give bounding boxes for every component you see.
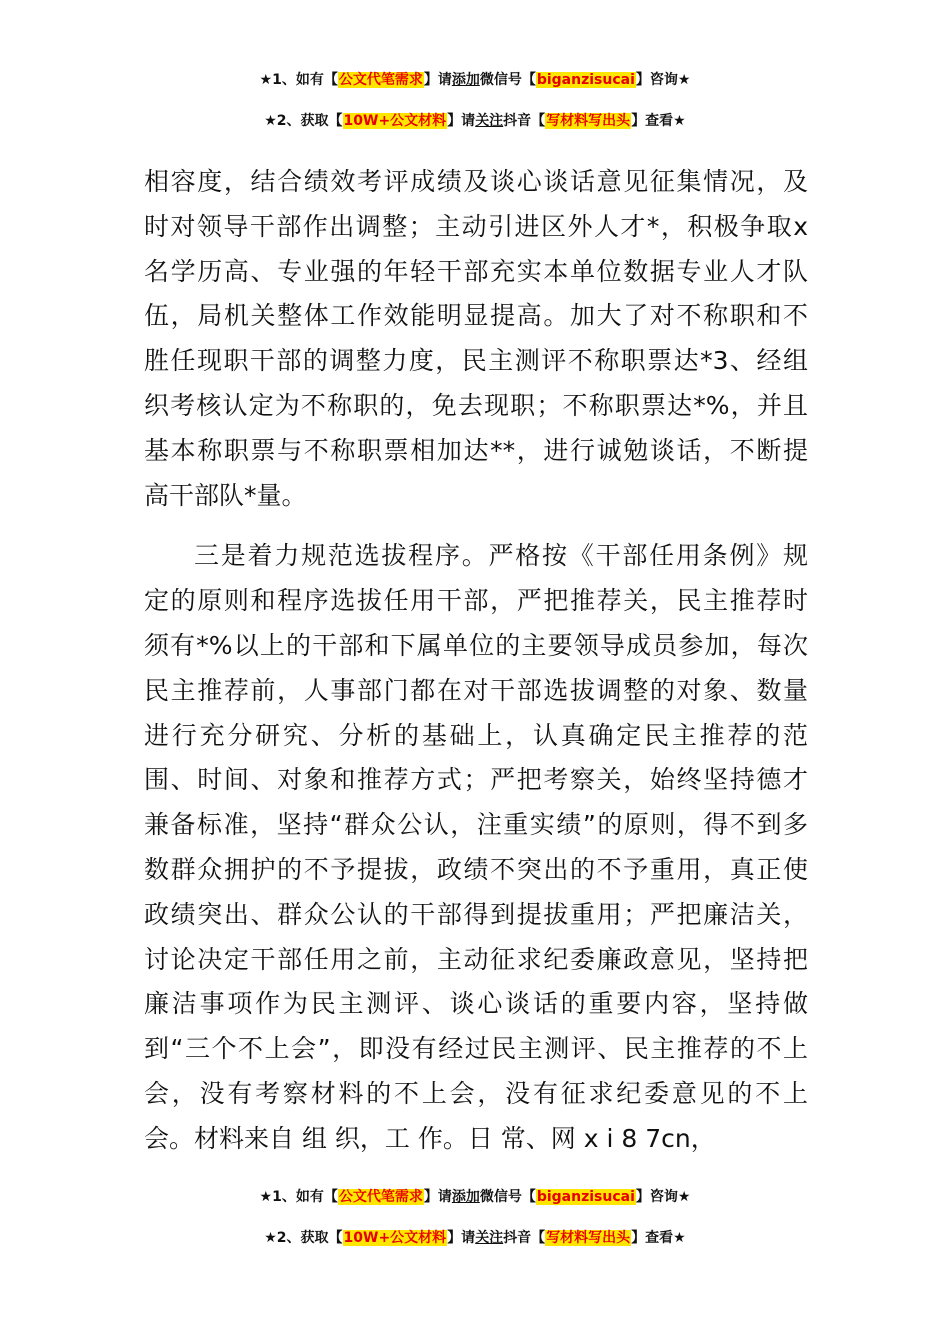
text-line: 定的原则和程序选拔任用干部，严把推荐关，民主推荐时	[144, 586, 808, 616]
footer-notice-line-2: ★2、获取【10W+公文材料】请关注抖音【写材料写出头】查看★	[264, 1230, 686, 1246]
highlight-douyin: 写材料写出头	[546, 113, 631, 129]
header-notice-line-2: ★2、获取【10W+公文材料】请关注抖音【写材料写出头】查看★	[264, 113, 686, 129]
text-line: 民主推荐前，人事部门都在对干部选拔调整的对象、数量	[144, 675, 808, 705]
text-line: 须有*%以上的干部和下属单位的主要领导成员参加，每次	[144, 630, 808, 660]
text-line: 廉洁事项作为民主测评、谈心谈话的重要内容，坚持做	[144, 989, 808, 1019]
highlight-douyin: 写材料写出头	[546, 1230, 631, 1246]
highlight-materials: 10W+公文材料	[343, 113, 447, 129]
text-line: 三是着力规范选拔程序。严格按《干部任用条例》规	[194, 541, 808, 571]
text-line: 相容度，结合绩效考评成绩及谈心谈话意见征集情况，及	[144, 167, 808, 196]
text-line: 名学历高、专业强的年轻干部充实本单位数据专业人才队	[144, 256, 808, 286]
highlight-materials: 10W+公文材料	[343, 1230, 447, 1246]
text-line: 兼备标准，坚持“群众公认，注重实绩”的原则，得不到多	[144, 810, 808, 840]
paragraph-1	[144, 160, 808, 518]
highlight-service: 公文代笔需求	[338, 72, 423, 88]
text-line: 到“三个不上会”，即没有经过民主测评、民主推荐的不上	[144, 1034, 808, 1064]
highlight-wechat-id: biganzisucai	[536, 72, 635, 88]
highlight-wechat-id: biganzisucai	[536, 1189, 635, 1205]
text-line: 胜任现职干部的调整力度，民主测评不称职票达*3、经组	[144, 346, 808, 376]
text-line: 政绩突出、群众公认的干部得到提拔重用；严把廉洁关，	[144, 899, 808, 929]
text-line: 围、时间、对象和推荐方式；严把考察关，始终坚持德才	[144, 765, 808, 795]
text-line: 织考核认定为不称职的，免去现职；不称职票达*%，并且	[144, 390, 808, 420]
header-notice-line-1: ★1、如有【公文代笔需求】请添加微信号【biganzisucai】咨询★	[259, 72, 691, 88]
document-body	[144, 160, 808, 1162]
paragraph-2	[144, 534, 808, 1161]
text-line: 讨论决定干部任用之前，主动征求纪委廉政意见，坚持把	[144, 944, 808, 974]
text-line: 会。材料来自 组 织，工 作。日 常、网 x i 8 7cn，	[144, 1123, 716, 1153]
text-line: 时对领导干部作出调整；主动引进区外人才*，积极争取x	[144, 211, 808, 241]
text-line: 伍，局机关整体工作效能明显提高。加大了对不称职和不	[144, 301, 808, 331]
text-line: 数群众拥护的不予提拔，政绩不突出的不予重用，真正使	[144, 854, 808, 884]
footer-notice-line-1: ★1、如有【公文代笔需求】请添加微信号【biganzisucai】咨询★	[259, 1189, 691, 1205]
text-line: 会，没有考察材料的不上会，没有征求纪委意见的不上	[144, 1078, 808, 1108]
text-line: 进行充分研究、分析的基础上，认真确定民主推荐的范	[144, 720, 808, 750]
text-line: 基本称职票与不称职票相加达**，进行诚勉谈话，不断提	[144, 435, 808, 465]
text-line: 高干部队*量。	[144, 480, 307, 510]
highlight-service: 公文代笔需求	[338, 1189, 423, 1205]
